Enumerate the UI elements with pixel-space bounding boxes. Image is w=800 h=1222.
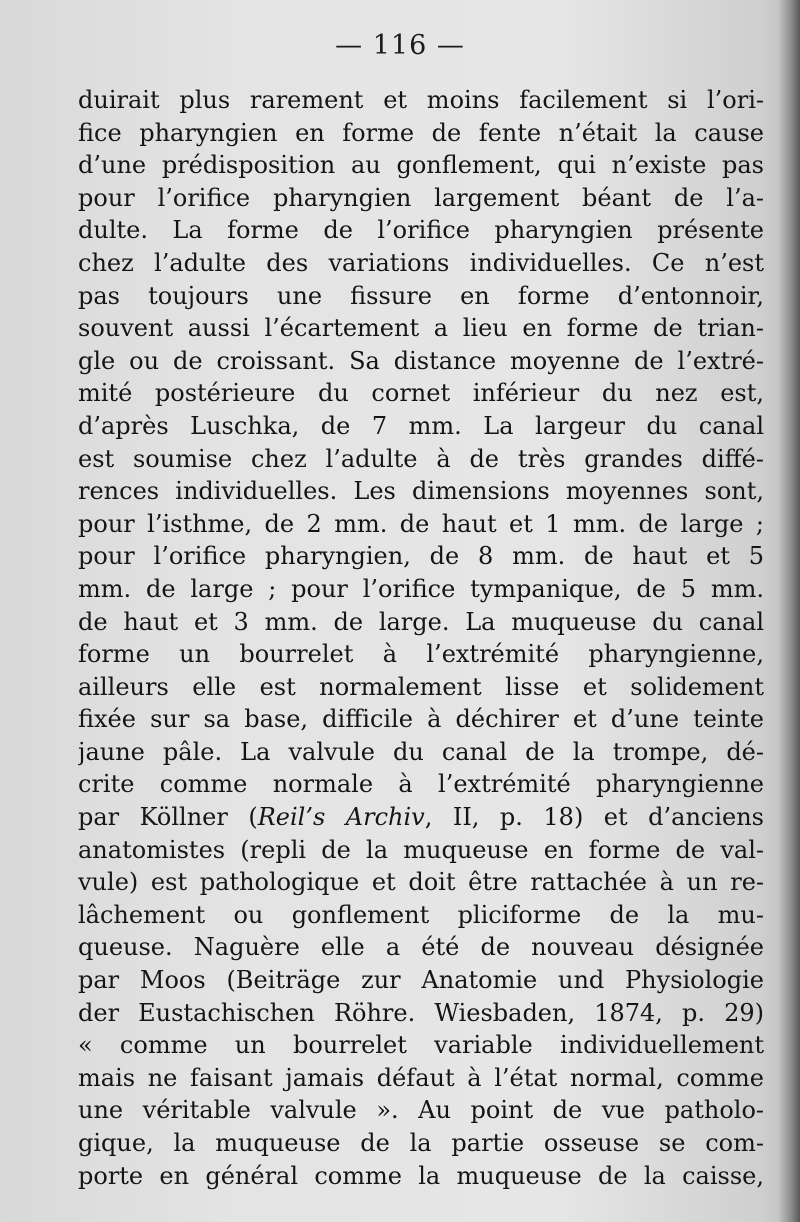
text-line: der Eustachischen Röhre. Wiesbaden, 1874, p. 29) (78, 998, 764, 1027)
text-line: fixée sur sa base, difficile à déchirer et d’une teinte (78, 705, 764, 734)
page-number: — 116 — (335, 30, 465, 61)
text-line: rences individuelles. Les dimensions moyennes sont, (78, 477, 764, 506)
text-line: par Köllner (Reil’s Archiv, II, p. 18) et d’anciens (78, 803, 764, 832)
text-line: est soumise chez l’adulte à de très grandes diffé- (78, 444, 764, 473)
text-line: ailleurs elle est normalement lisse et solidement (78, 672, 764, 701)
text-line: de haut et 3 mm. de large. La muqueuse du canal (78, 607, 764, 636)
text-line: porte en général comme la muqueuse de la caisse, (78, 1161, 764, 1190)
text-line: gique, la muqueuse de la partie osseuse se com- (78, 1129, 764, 1157)
text-line: pour l’orifice pharyngien, de 8 mm. de haut et 5 (78, 542, 764, 571)
text-line: par Moos (Beiträge zur Anatomie und Physiologie (78, 966, 764, 995)
text-line: mm. de large ; pour l’orifice tympanique, de 5 mm. (78, 574, 764, 603)
text-line: d’une prédisposition au gonflement, qui n’existe pas (78, 151, 764, 180)
page-edge-shadow (778, 0, 800, 1222)
text-line: pour l’orifice pharyngien largement béant de l’a- (78, 183, 764, 212)
text-line: crite comme normale à l’extrémité pharyngienne (78, 770, 764, 799)
text-line: jaune pâle. La valvule du canal de la trompe, dé- (78, 737, 764, 766)
text-line: chez l’adulte des variations individuelles. Ce n’est (78, 248, 764, 277)
text-line: pas toujours une fissure en forme d’entonnoir, (78, 281, 764, 310)
text-line: lâchement ou gonflement pliciforme de la mu- (78, 900, 764, 929)
text-line: gle ou de croissant. Sa distance moyenne de l’extré- (78, 346, 764, 375)
text-line: anatomistes (repli de la muqueuse en forme de val- (78, 835, 764, 864)
text-line: d’après Luschka, de 7 mm. La largeur du canal (78, 411, 764, 440)
text-line: dulte. La forme de l’orifice pharyngien présente (78, 216, 764, 245)
text-line: fice pharyngien en forme de fente n’était la cause (78, 118, 764, 147)
text-line: souvent aussi l’écartement a lieu en forme de trian- (78, 314, 764, 343)
text-line: mité postérieure du cornet inférieur du nez est, (78, 379, 764, 408)
text-line: pour l’isthme, de 2 mm. de haut et 1 mm. de large ; (78, 509, 764, 538)
text-line: duirait plus rarement et moins facilement si l’ori- (78, 86, 764, 114)
text-line: une véritable valvule ». Au point de vue patholo- (78, 1096, 764, 1125)
text-line: « comme un bourrelet variable individuellement (78, 1031, 764, 1060)
text-line: mais ne faisant jamais défaut à l’état normal, comme (78, 1063, 764, 1092)
body-text (78, 84, 764, 1192)
text-line: vule) est pathologique et doit être rattachée à un re- (78, 868, 764, 897)
text-line: queuse. Naguère elle a été de nouveau désignée (78, 933, 764, 962)
cited-work-title: Reil’s Archiv (257, 803, 425, 832)
text-line: forme un bourrelet à l’extrémité pharyngienne, (78, 640, 764, 669)
